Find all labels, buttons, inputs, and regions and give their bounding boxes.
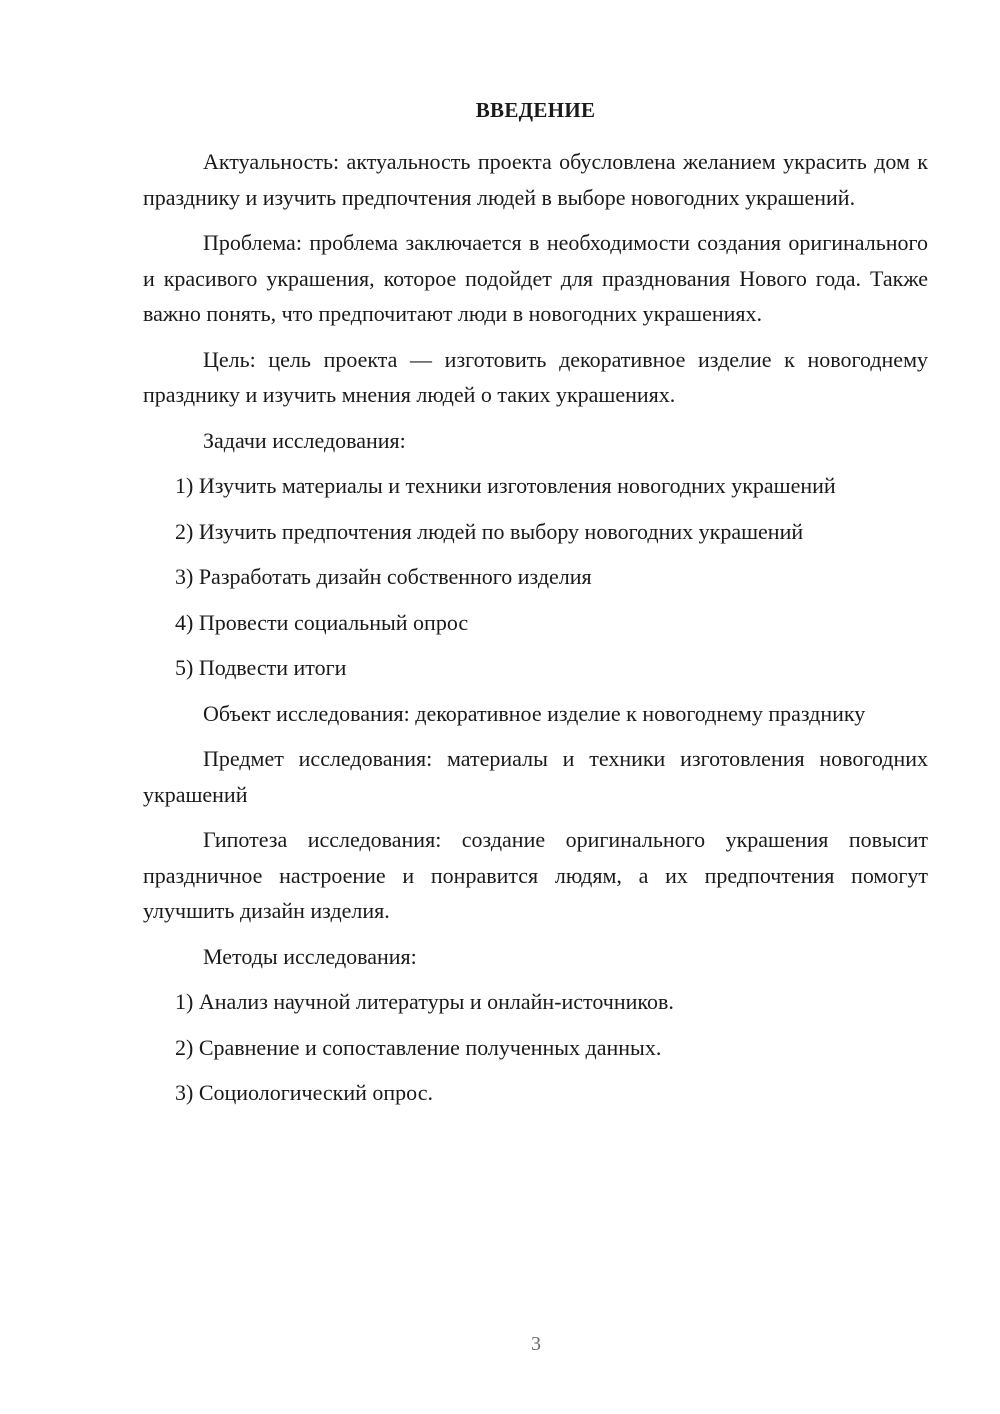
method-item: 3) Социологический опрос. — [175, 1080, 433, 1105]
object-paragraph: Объект исследования: декоративное изделие к новогоднему празднику — [203, 700, 866, 726]
methods-title: Методы исследования: — [203, 943, 417, 969]
tasks-title: Задачи исследования: — [203, 427, 406, 453]
goal-paragraph: Цель: цель проекта — изготовить декоративное изделие к новогоднему празднику и изучить мнения людей о таких украшениях. — [143, 346, 928, 407]
subject-paragraph: Предмет исследования: материалы и техники изготовления новогодних украшений — [143, 746, 928, 807]
methods-list — [143, 984, 928, 1111]
task-item: 5) Подвести итоги — [175, 655, 347, 680]
task-item: 1) Изучить материалы и техники изготовления новогодних украшений — [175, 473, 836, 498]
problem-paragraph: Проблема: проблема заключается в необходимости создания оригинального и красивого украшения, которое подойдет для празднования Нового года. Также важно понять, что предпочитают люди в новогодних украшениях. — [143, 230, 928, 326]
tasks-list — [143, 468, 928, 686]
section-heading: ВВЕДЕНИЕ — [475, 98, 596, 122]
hypothesis-paragraph: Гипотеза исследования: создание оригинального украшения повысит праздничное настроение и понравится людям, а их предпочтения помогут улучшить дизайн изделия. — [143, 827, 928, 923]
task-item: 4) Провести социальный опрос — [175, 609, 469, 635]
relevance-paragraph: Актуальность: актуальность проекта обусловлена желанием украсить дом к празднику и изучить предпочтения людей в выборе новогодних украшений. — [143, 149, 928, 210]
page-number: 3 — [531, 1333, 541, 1355]
method-item: 2) Сравнение и сопоставление полученных данных. — [175, 1034, 662, 1060]
task-item: 3) Разработать дизайн собственного изделия — [175, 564, 592, 589]
document-page — [143, 96, 928, 1121]
method-item: 1) Анализ научной литературы и онлайн-источников. — [175, 989, 674, 1014]
task-item: 2) Изучить предпочтения людей по выбору новогодних украшений — [175, 518, 804, 544]
